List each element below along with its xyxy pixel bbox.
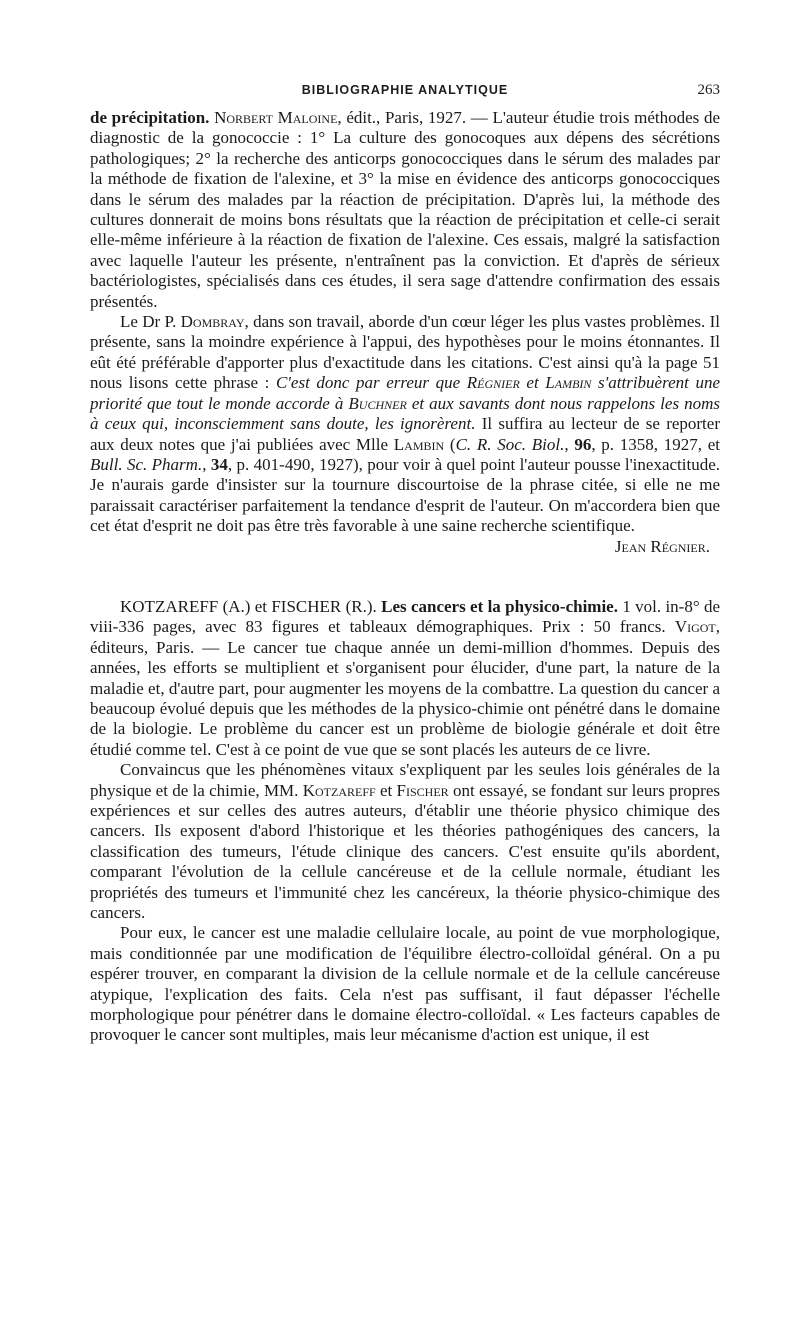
quote-text: s'attribuèrent une priorité que tout le monde accorde à (90, 373, 720, 413)
text: , éditeurs, Paris. — Le cancer tue chaque année un demi-million d'hommes. Depuis des années, les efforts se multiplient et s'organisent pour élucider, d'une part, la nature de la maladie et, d'autre part, pour augmenter les moyens de la combattre. La question du cancer a beaucoup évolué depuis que les méthodes de la physico-chimie ont pénétré dans le domaine de la biologie. Le problème du cancer est un problème de biologie générale et doit être étudié comme tel. C'est à ce point de vue que se sont placés les auteurs de ce livre. (90, 617, 720, 759)
review-paragraph (90, 597, 720, 760)
review-paragraph (90, 108, 720, 312)
signature: Jean Régnier. (614, 536, 710, 556)
text: , (564, 434, 575, 454)
author-name: Fischer (396, 780, 449, 800)
authors: KOTZAREFF (A.) et FISCHER (R.). (120, 596, 377, 616)
quote-name: Régnier (466, 373, 520, 393)
text: Il suffira au lecteur de se reporter aux deux notes que j'ai publiées avec Mlle (90, 414, 720, 454)
signature-line (90, 537, 720, 557)
page-number: 263 (697, 82, 720, 98)
text: , dans son travail, aborde d'un cœur léger les plus vastes problèmes. Il présente, sans la moindre expérience à l'appui, des hypothèses pour le moins étonnantes. Il eût été préférable d'apporter plus d'exactitude dans les citations. C'est ainsi qu'à la page 51 nous lisons cette phrase : (90, 312, 720, 393)
review-paragraph (90, 312, 720, 536)
volume: 34 (210, 454, 228, 474)
paragraph-text: , édit., Paris, 1927. — L'auteur étudie trois méthodes de diagnostic de la gonococcie : 1° La culture des gonocoques aux dépens des sécrétions pathologiques; 2° la recherche des anticorps gonococciques dans le sérum des malades par la méthode de fixation de l'alexine, et 3° la mise en évidence des anticorps gonococciques dans le sérum des malades par la réaction de précipitation. D'après lui, la méthode des cultures donnerait de moins bons résultats que la réaction de précipitation et celle-ci serait elle-même inférieure à la réaction de fixation de l'alexine. Ces essais, malgré la satisfaction avec laquelle l'auteur les présente, n'entraînent pas la conviction. Et d'après de sérieux bactériologistes, spécialisés dans ces études, il sera sage d'attendre confirmation des essais présentés. (90, 108, 720, 311)
text: Convaincus que les phénomènes vitaux s'expliquent par les seules lois générales de la physique et de la chimie, MM. (90, 760, 720, 800)
review-kotzareff-fischer (90, 597, 720, 1046)
author-name: Kotzareff (302, 780, 376, 800)
review-paragraph (90, 760, 720, 923)
volume: 96 (574, 434, 592, 454)
publisher-name: Vigot (674, 617, 716, 637)
publisher-name: Norbert Maloine (214, 108, 338, 127)
quote-name: Buchner (348, 393, 407, 413)
running-title: BIBLIOGRAPHIE ANALYTIQUE (301, 83, 509, 97)
text: 1 vol. in-8° de viii-336 pages, avec 83 figures et tableaux démographiques. Prix : 50 francs. (90, 596, 721, 637)
review-paragraph: Pour eux, le cancer est une maladie cellulaire locale, au point de vue morphologique, mais conditionnée par une modification de l'équilibre électro-colloïdal général. On a pu espérer trouver, en comparant la division de la cellule normale et de la cellule cancéreuse atypique, l'explication des faits. Cela n'est pas suffisant, il faut dépasser l'échelle morphologique pour pénétrer dans le domaine électro-colloïdal. « Les facteurs capables de provoquer le cancer sont multiples, mais leur mécanisme d'action est unique, il est (90, 923, 720, 1045)
text: ont essayé, se fondant sur leurs propres expériences et sur celles des autres auteurs, d'établir une théorie physico chimique des cancers. Ils exposent d'abord l'historique et les théories pathogéniques des cancers, la classification des tumeurs, l'étude clinique des cancers. C'est ensuite qu'ils abordent, comparant l'évolution de la cellule cancéreuse et de la cellule normale, étudiant les propriétés des tumeurs et l'immunité chez les cancéreux, la théorie physico-chimique des cancers. (90, 780, 720, 923)
page-header (90, 80, 720, 102)
quote-text: et (519, 373, 546, 393)
journal-ref: C. R. Soc. Biol. (455, 434, 565, 454)
journal-ref: Bull. Sc. Pharm. (90, 454, 203, 474)
text: et (375, 780, 397, 800)
text: , p. 1358, 1927, et (591, 434, 720, 454)
text: , (202, 454, 211, 474)
review-regnier (90, 108, 720, 557)
title-fragment: de précipitation. (90, 108, 210, 127)
quote-text: C'est donc par erreur que (275, 373, 467, 393)
author-name: Dombray (180, 312, 245, 332)
quote-text: et aux savants dont nous rappelons les noms à ceux qui, inconsciemment sans doute, les ignorèrent. (90, 393, 720, 434)
text: Le Dr P. (120, 312, 181, 332)
book-title: Les cancers et la physico-chimie. (381, 596, 618, 616)
author-name: Lambin (393, 434, 445, 454)
text: , p. 401-490, 1927), pour voir à quel point l'auteur pousse l'inexactitude. Je n'aurais garde d'insister sur la tournure discourtoise de la phrase citée, si elle ne me paraissait caractériser parfaitement la tendance d'esprit de l'auteur. On m'accordera bien que cet état d'esprit ne doit pas être très favorable à une saine recherche scientifique. (90, 454, 721, 536)
quote-name: Lambin (545, 373, 592, 393)
text: ( (444, 434, 456, 454)
